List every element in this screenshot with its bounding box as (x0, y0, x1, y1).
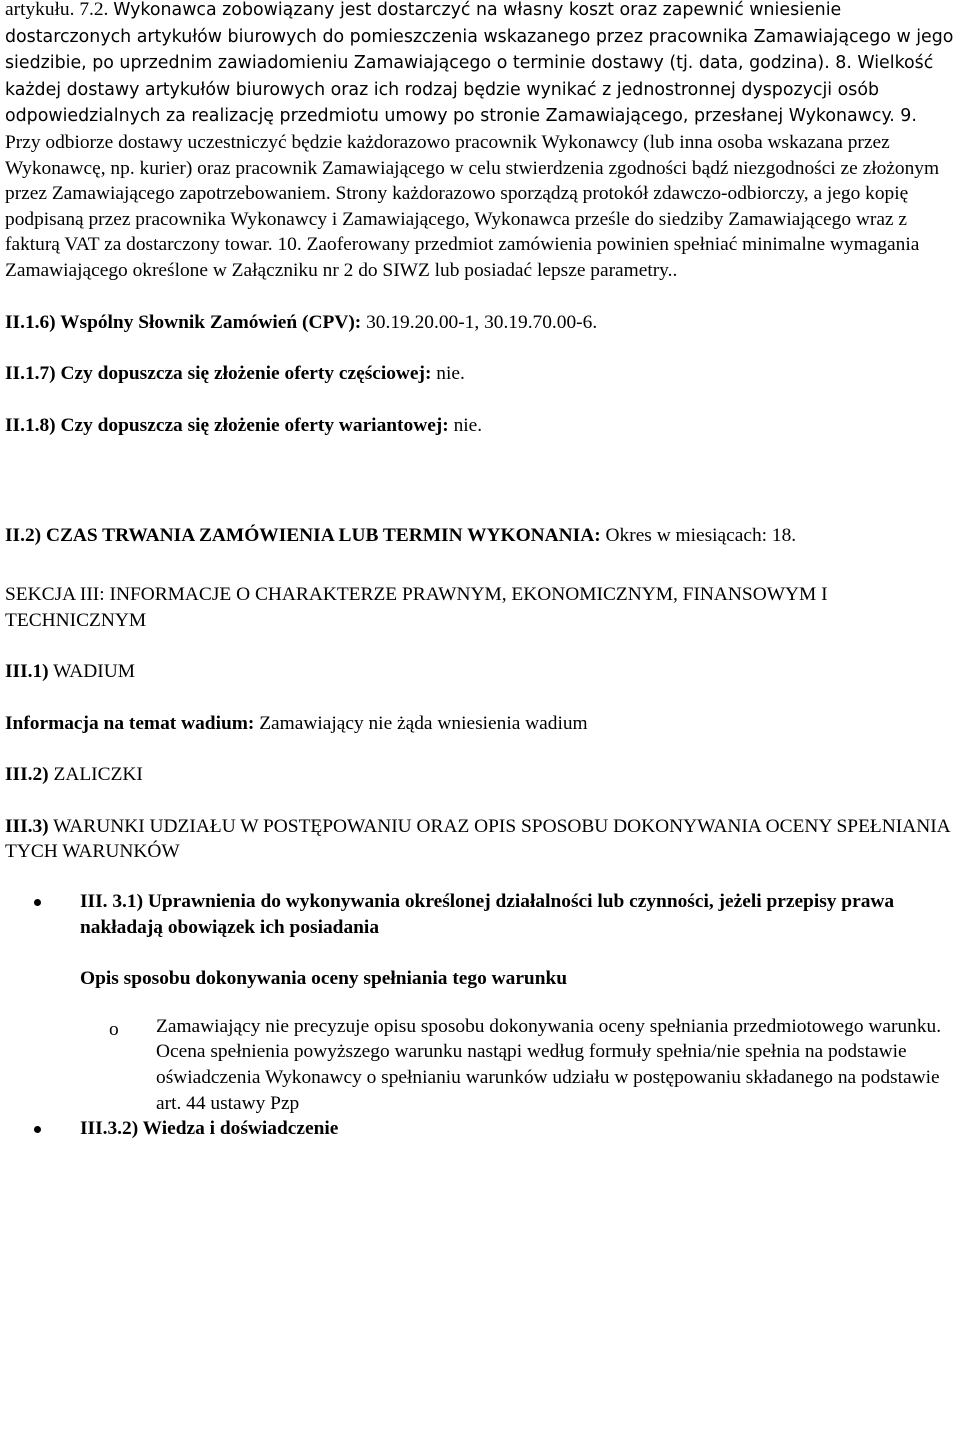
section-3-heading: SEKCJA III: INFORMACJE O CHARAKTERZE PRAWNYM, EKONOMICZNYM, FINANSOWYM I TECHNICZNYM (5, 583, 828, 631)
zaliczki-heading-text: ZALICZKI (48, 764, 143, 786)
zaliczki-heading-num: III.2) (5, 764, 49, 786)
list-item (80, 1014, 956, 1116)
intro-text-a: artykułu. 7.2. (5, 0, 114, 20)
wadium-info-value: Zamawiający nie żąda wniesienia wadium (254, 712, 588, 734)
intro-text-f: Strony każdorazowo sporządzą protokół zdawczo-odbiorczy, a jego kopię podpisaną przez pracownika Wykonawcy i Zamawiającego, Wykonawca prześle do siedziby Zamawiającego wraz z fakturą VAT za dostarczony towar. 10. (5, 183, 909, 256)
cpv-line (5, 310, 956, 336)
cpv-label: II.1.6) Wspólny Słownik Zamówień (CPV): (5, 311, 362, 333)
circle-bullet-icon: o (109, 1018, 119, 1040)
bullet-dot-icon (34, 899, 41, 906)
wadium-heading (5, 659, 956, 685)
condition-sublist (80, 1014, 956, 1116)
intro-text-c: Wielkość każdej dostawy artykułów biurowych oraz ich rodzaj będzie wynikać z jednostronnej dyspozycji osób odpowiedzialnych za realizację przedmiotu umowy po stronie Zamawiającego, przesłanej Wykonawcy. 9. (5, 53, 934, 127)
intro-text-g: Zaoferowany przedmiot zamówienia powinien spełniać minimalne wymagania Zamawiającego określone w Załączniku nr 2 do SIWZ lub posiadać lepsze parametry.. (5, 234, 920, 281)
condition-title: III. 3.1) Uprawnienia do wykonywania określonej działalności lub czynności, jeżeli przepisy prawa nakładają obowiązek ich posiadania (80, 891, 895, 938)
wadium-heading-text: WADIUM (48, 661, 135, 683)
condition-subheading: Opis sposobu dokonywania oceny spełniania tego warunku (80, 968, 568, 990)
condition-title: III.3.2) Wiedza i doświadczenie (80, 1118, 339, 1140)
partial-offer-line (5, 361, 956, 387)
zaliczki-heading (5, 762, 956, 788)
warunki-heading-num: III.3) (5, 815, 49, 837)
duration-label: II.2) CZAS TRWANIA ZAMÓWIENIA LUB TERMIN WYKONANIA: (5, 525, 601, 547)
intro-text-e: kurier) oraz pracownik Zamawiającego w celu stwierdzenia zgodności bądź niezgodności ze złożonym przez Zamawiającego zapotrzebowaniem. (5, 157, 940, 205)
intro-text-d: Przy odbiorze dostawy uczestniczyć będzie każdorazowo pracownik Wykonawcy (lub inna osoba wskazana przez Wykonawcę, np. (5, 131, 890, 179)
cpv-value: 30.19.20.00-1, 30.19.70.00-6. (361, 311, 598, 333)
wadium-info-label: Informacja na temat wadium: (5, 712, 255, 734)
variant-offer-label: II.1.8) Czy dopuszcza się złożenie oferty wariantowej: (5, 414, 449, 436)
wadium-heading-num: III.1) (5, 661, 49, 683)
variant-offer-line (5, 413, 956, 439)
intro-paragraph (5, 0, 956, 284)
conditions-list (5, 889, 956, 1142)
duration-line (5, 523, 956, 549)
partial-offer-value: nie. (431, 363, 465, 385)
list-item (5, 889, 956, 1116)
warunki-heading-text: WARUNKI UDZIAŁU W POSTĘPOWANIU ORAZ OPIS SPOSOBU DOKONYWANIA OCENY SPEŁNIANIA TYCH WARUNKÓW (5, 815, 950, 863)
intro-text-b: Wykonawca zobowiązany jest dostarczyć na własny koszt oraz zapewnić wniesienie dostarczonych artykułów biurowych do pomieszczenia wskazanego przez pracownika Zamawiającego w jego siedzibie, po uprzednim zawiadomieniu Zamawiającego o terminie dostawy (tj. data, godzina). 8. (5, 0, 954, 74)
duration-value: Okres w miesiącach: 18. (600, 525, 797, 547)
bullet-dot-icon (34, 1126, 41, 1133)
condition-description: Zamawiający nie precyzuje opisu sposobu dokonywania oceny spełniania przedmiotowego warunku. Ocena spełnienia powyższego warunku nastąpi według formuły spełnia/nie spełnia na podstawie oświadczenia Wykonawcy o spełnianiu warunków udziału w postępowaniu składanego na podstawie art. 44 ustawy Pzp (156, 1015, 942, 1114)
warunki-heading (5, 814, 956, 865)
wadium-info-line (5, 711, 956, 737)
list-item (5, 1116, 956, 1142)
variant-offer-value: nie. (448, 414, 483, 436)
partial-offer-label: II.1.7) Czy dopuszcza się złożenie oferty częściowej: (5, 363, 432, 385)
